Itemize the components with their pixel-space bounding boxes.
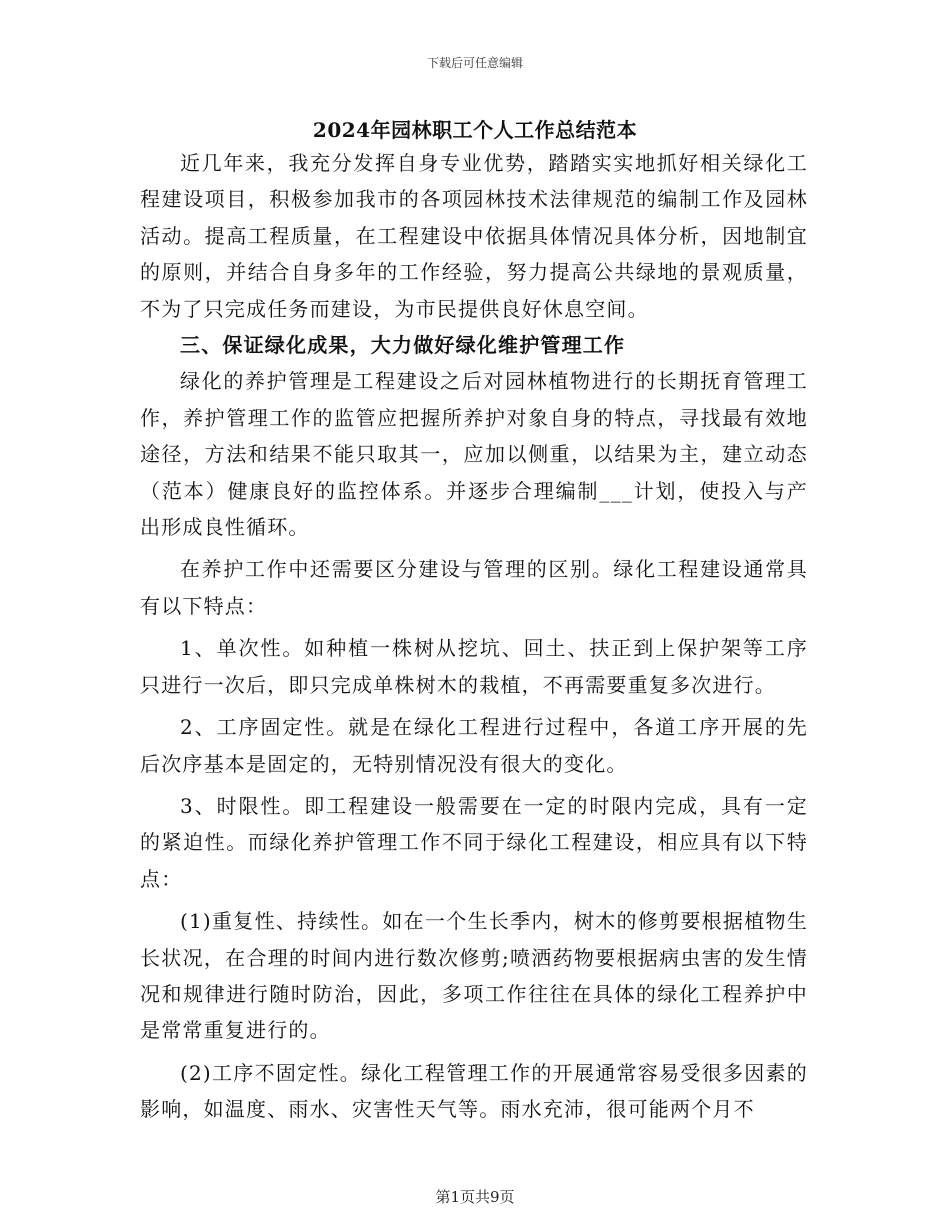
sub-item-2: (2)工序不固定性。绿化工程管理工作的开展通常容易受很多因素的影响，如温度、雨水、灾害性天气等。雨水充沛，很可能两个月不 xyxy=(140,1060,808,1122)
document-title: 2024年园林职工个人工作总结范本 xyxy=(312,118,638,142)
paragraph-maintenance: 绿化的养护管理是工程建设之后对园林植物进行的长期抚育管理工作，养护管理工作的监管应把握所养护对象自身的特点，寻找最有效地途径，方法和结果不能只取其一，应加以侧重，以结果为主，建立动态（范本）健康良好的监控体系。并逐步合理编制___计划，使投入与产出形成良性循环。 xyxy=(140,369,808,540)
paragraph-intro: 近几年来，我充分发挥自身专业优势，踏踏实实地抓好相关绿化工程建设项目，积极参加我市的各项园林技术法律规范的编制工作及园林活动。提高工程质量，在工程建设中依据具体情况具体分析，因地制宜的原则，并结合自身多年的工作经验，努力提高公共绿地的景观质量，不为了只完成任务而建设，为市民提供良好休息空间。 xyxy=(140,151,808,321)
list-item-1: 1、单次性。如种植一株树从挖坑、回土、扶正到上保护架等工序只进行一次后，即只完成单株树木的栽植，不再需要重复多次进行。 xyxy=(140,636,808,697)
list-item-3: 3、时限性。即工程建设一般需要在一定的时限内完成，具有一定的紧迫性。而绿化养护管理工作不同于绿化工程建设，相应具有以下特点： xyxy=(140,793,808,891)
paragraph-distinction: 在养护工作中还需要区分建设与管理的区别。绿化工程建设通常具有以下特点： xyxy=(140,557,808,618)
page-number-footer: 第1页共9页 xyxy=(435,1188,515,1206)
section-heading-3: 三、保证绿化成果，大力做好绿化维护管理工作 xyxy=(180,333,626,358)
page-header: 下载后可任意编辑 xyxy=(426,56,523,70)
sub-item-1: (1)重复性、持续性。如在一个生长季内，树木的修剪要根据植物生长状况，在合理的时间内进行数次修剪;喷洒药物要根据病虫害的发生情况和规律进行随时防治，因此，多项工作往往在具体的绿化工程养护中是常常重复进行的。 xyxy=(140,909,808,1043)
list-item-2: 2、工序固定性。就是在绿化工程进行过程中，各道工序开展的先后次序基本是固定的，无特别情况没有很大的变化。 xyxy=(140,715,808,776)
document-body xyxy=(140,145,808,1128)
